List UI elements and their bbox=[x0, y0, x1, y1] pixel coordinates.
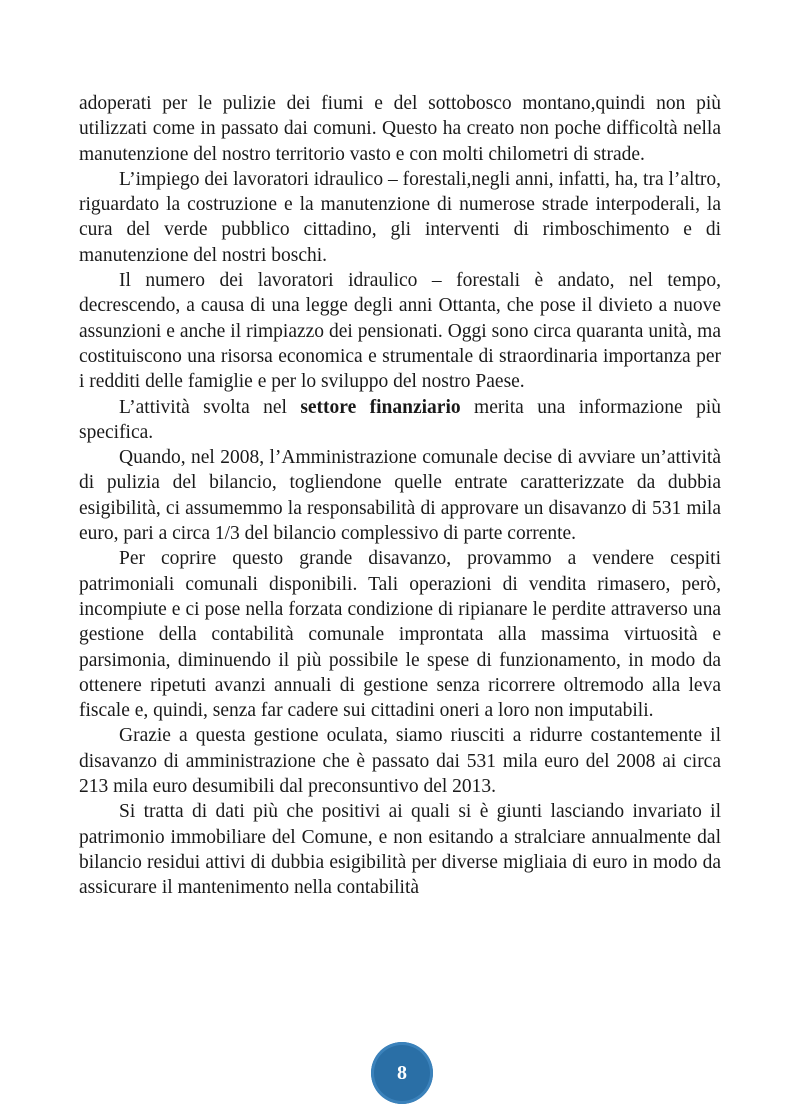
paragraph-5: Quando, nel 2008, l’Amministrazione comunale decise di avviare un’attività di pulizia del bilancio, togliendone quelle entrate caratterizzate da dubbia esigibilità, ci assumemmo la responsabilità di approvare un disavanzo di 531 mila euro, pari a circa 1/3 del bilancio complessivo di parte corrente. bbox=[79, 447, 721, 545]
paragraph-4-text-start: L’attività svolta nel bbox=[119, 396, 301, 418]
paragraph-7: Grazie a questa gestione oculata, siamo riusciti a ridurre costantemente il disavanzo di amministrazione che è passato dai 531 mila euro del 2008 ai circa 213 mila euro desumibili dal preconsuntivo del 2013. bbox=[79, 725, 721, 798]
paragraph-4 bbox=[79, 395, 721, 446]
paragraph-8: Si tratta di dati più che positivi ai quali si è giunti lasciando invariato il patrimonio immobiliare del Comune, e non esitando a stralciare annualmente dal bilancio residui attivi di dubbia esigibilità per diverse migliaia di euro in modo da assicurare il mantenimento nella contabilità bbox=[79, 801, 721, 899]
page-number-badge bbox=[371, 1042, 433, 1104]
paragraph-4-text-end: merita una informazione più specifica. bbox=[79, 396, 721, 443]
body-text bbox=[79, 91, 721, 901]
page-number: 8 bbox=[397, 1061, 407, 1084]
paragraph-4-bold-term: settore finanziario bbox=[300, 396, 461, 418]
paragraph-3: Il numero dei lavoratori idraulico – forestali è andato, nel tempo, decrescendo, a causa di una legge degli anni Ottanta, che pose il divieto a nuove assunzioni e anche il rimpiazzo dei pensionati. Oggi sono circa quaranta unità, ma costituiscono una risorsa economica e strumentale di straordinaria importanza per i redditi delle famiglie e per lo sviluppo del nostro Paese. bbox=[79, 270, 721, 393]
paragraph-6: Per coprire questo grande disavanzo, provammo a vendere cespiti patrimoniali comunali disponibili. Tali operazioni di vendita rimasero, però, incompiute e ci pose nella forzata condizione di ripianare le perdite attraverso una gestione della contabilità comunale improntata alla massima virtuosità e parsimonia, diminuendo il più possibile le spese di funzionamento, in modo da ottenere ripetuti avanzi annuali di gestione senza ricorrere oltremodo alla leva fiscale e, quindi, senza far cadere sui cittadini oneri a loro non imputabili. bbox=[79, 548, 721, 722]
paragraph-1: adoperati per le pulizie dei fiumi e del sottobosco montano,quindi non più utilizzati come in passato dai comuni. Questo ha creato non poche difficoltà nella manutenzione del nostro territorio vasto e con molti chilometri di strade. bbox=[79, 93, 721, 165]
paragraph-2: L’impiego dei lavoratori idraulico – forestali,negli anni, infatti, ha, tra l’altro, riguardato la costruzione e la manutenzione di numerose strade interpoderali, la cura del verde pubblico cittadino, gli interventi di rimboschimento e di manutenzione del nostri boschi. bbox=[79, 168, 721, 266]
